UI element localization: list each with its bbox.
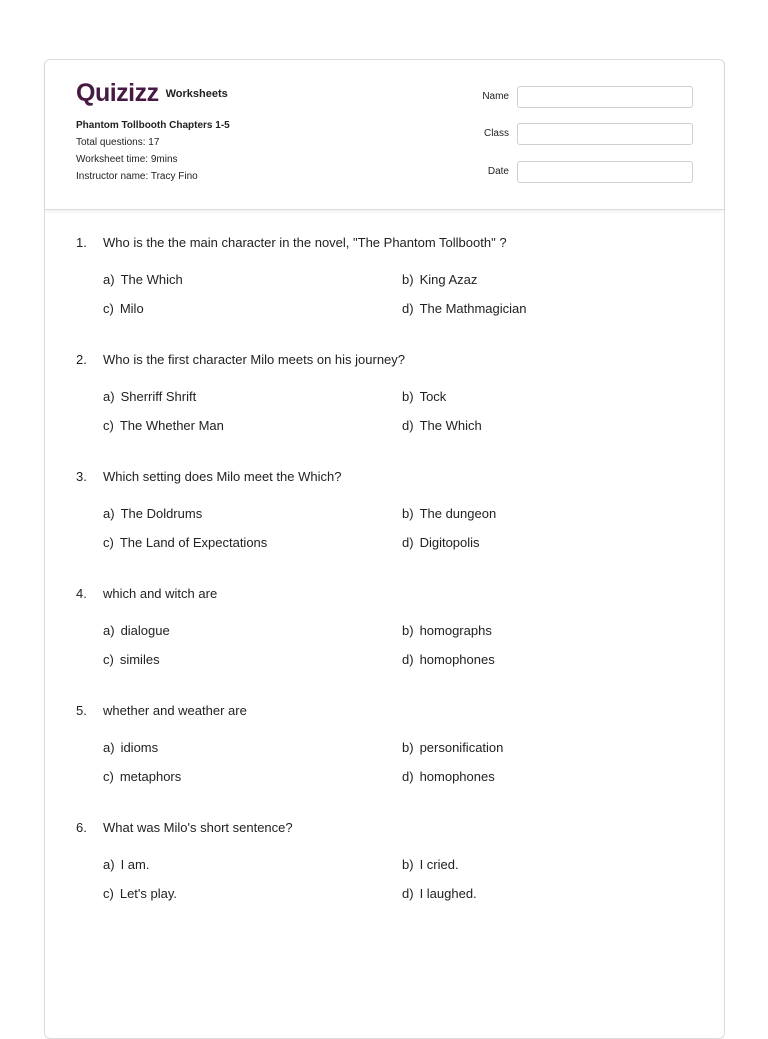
class-field[interactable] <box>517 123 693 145</box>
option-letter: a) <box>103 740 115 755</box>
option-letter: c) <box>103 535 114 550</box>
worksheet-time: Worksheet time: 9mins <box>76 154 178 165</box>
option-text: The Which <box>120 272 183 287</box>
question-number: 1. <box>76 235 87 250</box>
option-text: Let's play. <box>119 886 178 901</box>
answer-option[interactable] <box>103 857 149 872</box>
brand-subtitle: Worksheets <box>165 88 228 100</box>
answer-option[interactable] <box>103 886 177 901</box>
option-letter: c) <box>103 418 114 433</box>
option-letter: a) <box>103 623 115 638</box>
option-letter: d) <box>402 886 414 901</box>
question-5 <box>45 703 724 793</box>
answer-option[interactable] <box>402 652 495 667</box>
question-2 <box>45 352 724 442</box>
question-text: whether and weather are <box>103 703 247 718</box>
date-label: Date <box>487 166 509 177</box>
option-text: The Which <box>419 418 482 433</box>
option-letter: b) <box>402 623 414 638</box>
question-number: 4. <box>76 586 87 601</box>
option-text: The Whether Man <box>119 418 224 433</box>
option-text: homophones <box>419 652 495 667</box>
class-label: Class <box>483 128 509 139</box>
question-number: 5. <box>76 703 87 718</box>
instructor-name: Instructor name: Tracy Fino <box>76 171 198 182</box>
worksheet-header <box>45 60 724 210</box>
option-text: The Land of Expectations <box>119 535 268 550</box>
question-3 <box>45 469 724 559</box>
date-field[interactable] <box>517 161 693 183</box>
option-text: The dungeon <box>419 506 497 521</box>
answer-option[interactable] <box>402 418 482 433</box>
answer-option[interactable] <box>402 535 480 550</box>
quizizz-logo: Quizizz <box>76 79 159 107</box>
answer-option[interactable] <box>402 769 495 784</box>
total-questions: Total questions: 17 <box>76 137 160 148</box>
answer-option[interactable] <box>103 301 144 316</box>
option-text: Milo <box>119 301 144 316</box>
option-text: idioms <box>120 740 159 755</box>
question-text: Which setting does Milo meet the Which? <box>103 469 342 484</box>
option-text: similes <box>119 652 160 667</box>
answer-option[interactable] <box>402 272 477 287</box>
answer-option[interactable] <box>402 886 477 901</box>
answer-option[interactable] <box>103 623 170 638</box>
option-letter: a) <box>103 506 115 521</box>
option-letter: c) <box>103 301 114 316</box>
answer-option[interactable] <box>402 301 527 316</box>
option-letter: b) <box>402 740 414 755</box>
option-text: Digitopolis <box>419 535 480 550</box>
option-text: Tock <box>419 389 447 404</box>
option-text: homophones <box>419 769 495 784</box>
name-label: Name <box>482 91 509 102</box>
answer-option[interactable] <box>103 740 158 755</box>
answer-option[interactable] <box>402 623 492 638</box>
option-text: homographs <box>419 623 492 638</box>
option-letter: c) <box>103 769 114 784</box>
question-text: Who is the the main character in the novel, "The Phantom Tollbooth" ? <box>103 235 507 250</box>
option-letter: a) <box>103 272 115 287</box>
answer-option[interactable] <box>103 535 267 550</box>
answer-option[interactable] <box>103 652 160 667</box>
option-letter: a) <box>103 389 115 404</box>
option-letter: d) <box>402 535 414 550</box>
answer-option[interactable] <box>402 740 503 755</box>
question-4 <box>45 586 724 676</box>
option-letter: d) <box>402 418 414 433</box>
answer-option[interactable] <box>103 769 181 784</box>
option-text: King Azaz <box>419 272 478 287</box>
question-1 <box>45 235 724 325</box>
answer-option[interactable] <box>103 418 224 433</box>
question-number: 6. <box>76 820 87 835</box>
option-letter: b) <box>402 506 414 521</box>
option-letter: a) <box>103 857 115 872</box>
question-6 <box>45 820 724 910</box>
option-text: Sherriff Shrift <box>120 389 197 404</box>
answer-option[interactable] <box>402 389 446 404</box>
brand <box>76 81 228 106</box>
option-text: I cried. <box>419 857 459 872</box>
option-letter: b) <box>402 389 414 404</box>
answer-option[interactable] <box>402 506 496 521</box>
option-text: metaphors <box>119 769 182 784</box>
option-text: The Mathmagician <box>419 301 527 316</box>
option-text: The Doldrums <box>120 506 203 521</box>
option-text: personification <box>419 740 504 755</box>
option-letter: d) <box>402 769 414 784</box>
option-letter: d) <box>402 652 414 667</box>
worksheet-meta <box>76 120 230 188</box>
question-text: Who is the first character Milo meets on his journey? <box>103 352 406 367</box>
option-letter: c) <box>103 886 114 901</box>
worksheet-page <box>44 59 725 1039</box>
question-number: 2. <box>76 352 87 367</box>
option-letter: b) <box>402 857 414 872</box>
answer-option[interactable] <box>402 857 459 872</box>
option-text: I am. <box>120 857 150 872</box>
option-letter: c) <box>103 652 114 667</box>
question-number: 3. <box>76 469 87 484</box>
answer-option[interactable] <box>103 389 196 404</box>
option-text: dialogue <box>120 623 170 638</box>
option-letter: d) <box>402 301 414 316</box>
answer-option[interactable] <box>103 506 202 521</box>
question-text: What was Milo's short sentence? <box>103 820 293 835</box>
option-letter: b) <box>402 272 414 287</box>
name-field[interactable] <box>517 86 693 108</box>
question-text: which and witch are <box>103 586 218 601</box>
option-text: I laughed. <box>419 886 477 901</box>
worksheet-title: Phantom Tollbooth Chapters 1-5 <box>76 120 230 131</box>
answer-option[interactable] <box>103 272 183 287</box>
